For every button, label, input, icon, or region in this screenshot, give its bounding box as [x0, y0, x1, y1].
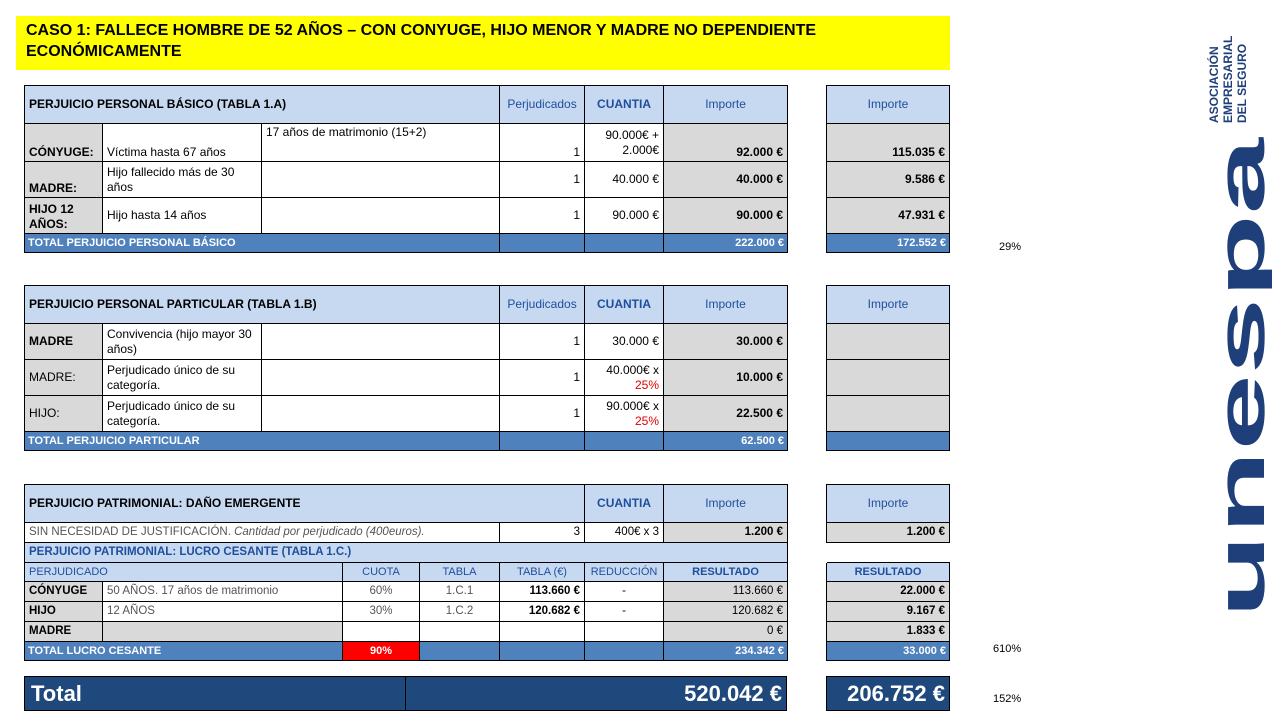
cuantia-header: CUANTIA — [585, 485, 664, 523]
col-tabla: TABLA — [420, 563, 500, 582]
lucro-label: MADRE — [25, 622, 103, 642]
row-extra — [262, 198, 500, 234]
patrimonial-table — [24, 484, 788, 661]
row-importe2: 115.035 € — [827, 124, 950, 162]
row-desc: Hijo fallecido más de 30 años — [103, 162, 262, 198]
lucro-red: - — [585, 602, 664, 622]
lucro-total-cuota: 90% — [343, 642, 420, 661]
row-importe: 92.000 € — [664, 124, 788, 162]
cuantia-header: CUANTIA — [585, 86, 664, 124]
row-importe: 90.000 € — [664, 198, 788, 234]
lucro-res: 120.682 € — [664, 602, 788, 622]
row-cuantia: 40.000 € — [585, 162, 664, 198]
row-desc: Perjudicado único de su categoría. — [103, 360, 262, 396]
unespa-logo — [1202, 8, 1272, 618]
row-label: MADRE — [25, 324, 103, 360]
importe-header: Importe — [664, 485, 788, 523]
row-perj: 1 — [500, 324, 585, 360]
row-perj: 1 — [500, 198, 585, 234]
lucro-res2: 1.833 € — [827, 622, 950, 642]
cuantia-text: 40.000€ x — [606, 362, 659, 377]
lucro-tabla: 1.C.2 — [420, 602, 500, 622]
importe-header: Importe — [664, 286, 788, 324]
row-label: HIJO 12 AÑOS: — [25, 198, 103, 234]
perjudicados-header: Perjudicados — [500, 286, 585, 324]
lucro-res2: 22.000 € — [827, 582, 950, 602]
row-perj: 1 — [500, 396, 585, 432]
row-desc: Víctima hasta 67 años — [103, 124, 262, 162]
col-resultado: RESULTADO — [664, 563, 788, 582]
daño-importe-2: 1.200 € — [827, 523, 950, 543]
logo-svg — [1202, 8, 1272, 618]
lucro-res: 113.660 € — [664, 582, 788, 602]
row-perj: 1 — [500, 162, 585, 198]
cuantia-header: CUANTIA — [585, 286, 664, 324]
page-title: CASO 1: FALLECE HOMBRE DE 52 AÑOS – CON CONYUGE, HIJO MENOR Y MADRE NO DEPENDIENTE ECONÓMICAMENTE — [16, 16, 950, 70]
daño-importe: 1.200 € — [664, 523, 788, 543]
row-importe2: 9.586 € — [827, 162, 950, 198]
col-tabla-e: TABLA (€) — [500, 563, 585, 582]
lucro-tabla: 1.C.1 — [420, 582, 500, 602]
lucro-res2: 9.167 € — [827, 602, 950, 622]
row-cuantia — [585, 396, 664, 432]
col-perjudicado: PERJUDICADO — [25, 563, 343, 582]
row-importe: 40.000 € — [664, 162, 788, 198]
daño-perj: 3 — [500, 523, 585, 543]
row-label: HIJO: — [25, 396, 103, 432]
row-extra: 17 años de matrimonio (15+2) — [262, 124, 500, 162]
lucro-total-label: TOTAL LUCRO CESANTE — [25, 642, 343, 661]
total-value-2: 172.552 € — [827, 234, 950, 253]
lucro-res: 0 € — [664, 622, 788, 642]
importe-header: Importe — [827, 286, 950, 324]
importe-header: Importe — [827, 485, 950, 523]
lucro-cuota: 60% — [343, 582, 420, 602]
lucro-desc: 12 AÑOS — [103, 602, 343, 622]
lucro-label: CÓNYUGE — [25, 582, 103, 602]
cuantia-text: 90.000€ x — [606, 398, 659, 413]
lucro-total: 234.342 € — [664, 642, 788, 661]
lucro-tabla-e: 120.682 € — [500, 602, 585, 622]
grand-total-table — [24, 676, 787, 711]
grand-total-value-2: 206.752 € — [827, 677, 950, 711]
total-label: TOTAL PERJUICIO PARTICULAR — [25, 432, 500, 451]
lucro-tabla-e — [500, 622, 585, 642]
perjudicados-header: Perjudicados — [500, 86, 585, 124]
particular-table — [24, 285, 788, 451]
cuantia-pct: 25% — [634, 377, 659, 392]
logo-line3: DEL SEGURO — [1235, 43, 1249, 123]
importe-header: Importe — [827, 86, 950, 124]
grand-pct: 152% — [993, 693, 1022, 705]
daño-text — [25, 523, 500, 543]
particular-table-2 — [826, 285, 950, 451]
row-importe: 30.000 € — [664, 324, 788, 360]
col-cuota: CUOTA — [343, 563, 420, 582]
patrimonial-title: PERJUICIO PATRIMONIAL: DAÑO EMERGENTE — [25, 485, 585, 523]
grand-total-label: Total — [25, 677, 406, 711]
lucro-title: PERJUICIO PATRIMONIAL: LUCRO CESANTE (TABLA 1.C.) — [25, 543, 788, 563]
col-reduccion: REDUCCIÓN — [585, 563, 664, 582]
total-label: TOTAL PERJUICIO PERSONAL BÁSICO — [25, 234, 500, 253]
row-perj: 1 — [500, 360, 585, 396]
row-importe: 22.500 € — [664, 396, 788, 432]
lucro-label: HIJO — [25, 602, 103, 622]
cuantia-pct: 25% — [634, 413, 659, 428]
row-importe2: 47.931 € — [827, 198, 950, 234]
row-importe: 10.000 € — [664, 360, 788, 396]
col-resultado-2: RESULTADO — [827, 563, 950, 582]
daño-text-main: SIN NECESIDAD DE JUSTIFICACIÓN. — [29, 526, 235, 538]
row-desc: Convivencia (hijo mayor 30 años) — [103, 324, 262, 360]
row-perj: 1 — [500, 124, 585, 162]
grand-total-value: 520.042 € — [406, 677, 787, 711]
row-label: CÓNYUGE: — [25, 124, 103, 162]
basico-table-2 — [826, 85, 950, 253]
lucro-cuota — [343, 622, 420, 642]
logo-brand: unespa — [1203, 379, 1272, 618]
lucro-tabla — [420, 622, 500, 642]
particular-title: PERJUICIO PERSONAL PARTICULAR (TABLA 1.B) — [25, 286, 500, 324]
row-cuantia: 90.000 € — [585, 198, 664, 234]
lucro-cuota: 30% — [343, 602, 420, 622]
logo-line2: EMPRESARIAL — [1221, 35, 1235, 123]
basico-title: PERJUICIO PERSONAL BÁSICO (TABLA 1.A) — [25, 86, 500, 124]
daño-cuantia: 400€ x 3 — [585, 523, 664, 543]
lucro-red — [585, 622, 664, 642]
row-desc: Perjudicado único de su categoría. — [103, 396, 262, 432]
row-label: MADRE: — [25, 360, 103, 396]
lucro-desc: 50 AÑOS. 17 años de matrimonio — [103, 582, 343, 602]
lucro-desc — [103, 622, 343, 642]
basico-pct: 29% — [999, 241, 1022, 253]
importe-header: Importe — [664, 86, 788, 124]
lucro-pct: 610% — [993, 643, 1022, 655]
row-cuantia — [585, 360, 664, 396]
lucro-red: - — [585, 582, 664, 602]
row-extra — [262, 162, 500, 198]
lucro-total-2: 33.000 € — [827, 642, 950, 661]
lucro-tabla-e: 113.660 € — [500, 582, 585, 602]
total-value: 222.000 € — [664, 234, 788, 253]
logo-line1: ASOCIACIÓN — [1207, 46, 1221, 123]
patrimonial-table-2 — [826, 484, 950, 661]
row-label: MADRE: — [25, 162, 103, 198]
row-cuantia: 30.000 € — [585, 324, 664, 360]
basico-table — [24, 85, 788, 253]
total-value: 62.500 € — [664, 432, 788, 451]
row-desc: Hijo hasta 14 años — [103, 198, 262, 234]
row-cuantia: 90.000€ + 2.000€ — [585, 124, 664, 162]
daño-text-italic: Cantidad por perjudicado (400euros). — [234, 526, 425, 538]
grand-total-table-2 — [826, 676, 950, 711]
